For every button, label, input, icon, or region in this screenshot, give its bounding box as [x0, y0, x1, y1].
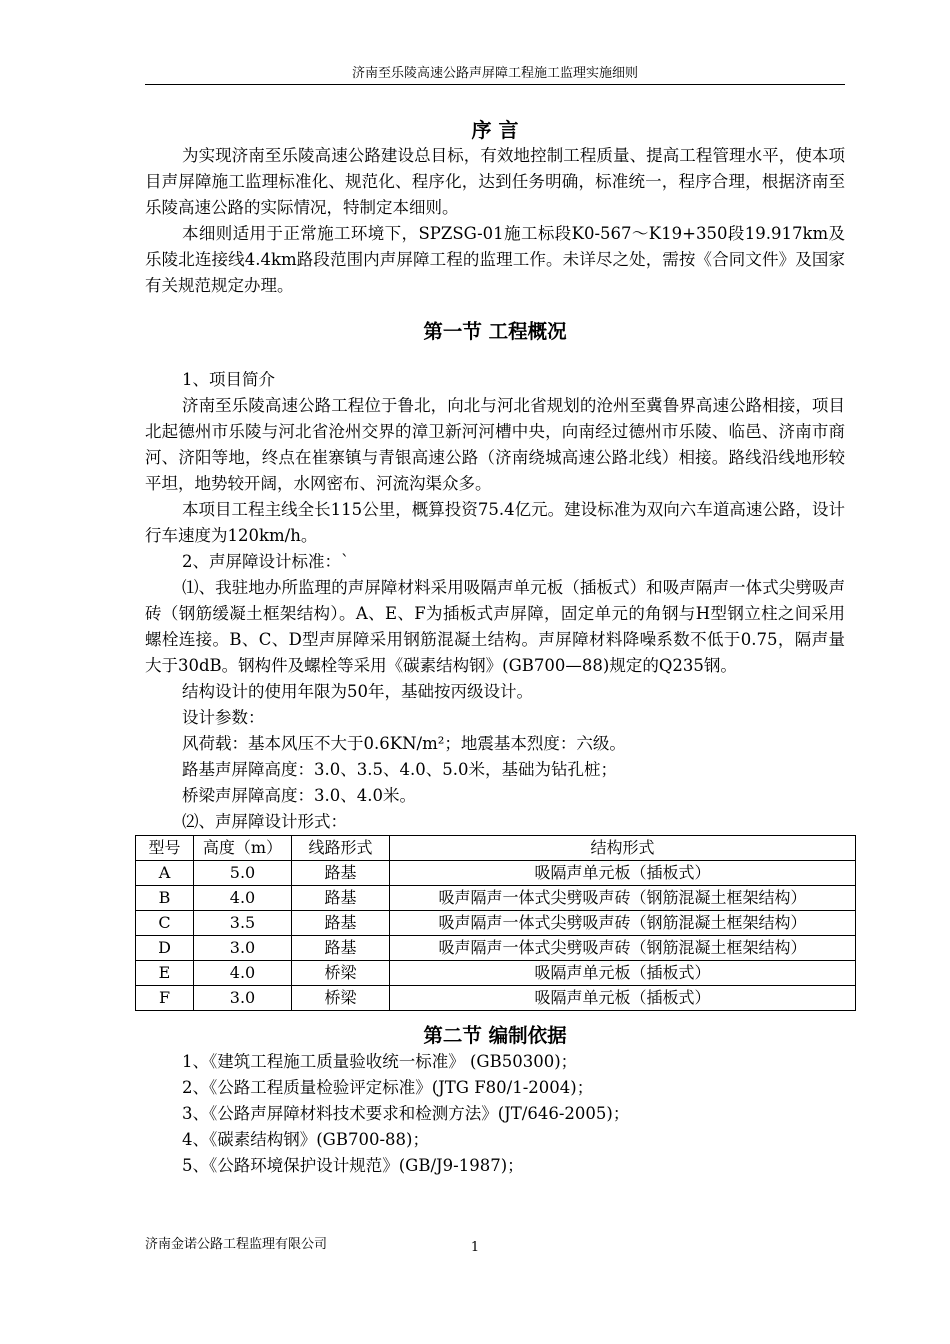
item2-paragraph: 风荷载：基本风压不大于0.6KN/m²；地震基本烈度：六级。: [182, 734, 626, 753]
table-cell: 吸声隔声一体式尖劈吸声砖（钢筋混凝土框架结构）: [390, 911, 856, 936]
table-row: [136, 986, 856, 1011]
table-cell: B: [136, 886, 194, 911]
table-row: [136, 936, 856, 961]
table-cell: C: [136, 911, 194, 936]
item2-paragraph: 桥梁声屏障高度：3.0、4.0米。: [182, 786, 416, 805]
document-body: [145, 117, 845, 1179]
reference-item: 4、《碳素结构钢》(GB700-88)；: [182, 1130, 429, 1149]
table-cell: 桥梁: [292, 961, 390, 986]
table-cell: 吸隔声单元板（插板式）: [390, 986, 856, 1011]
item2-title: 2、声屏障设计标准：`: [182, 552, 350, 571]
item2-paragraph: ⑴、我驻地办所监理的声屏障材料采用吸隔声单元板（插板式）和吸声隔声一体式尖劈吸声砖（钢筋缓凝土框架结构）。A、E、F为插板式声屏障，固定单元的角钢与H型钢立柱之间采用螺栓连接。B、C、D型声屏障采用钢筋混凝土结构。声屏障材料降噪系数不低于0.75，隔声量大于30dB。钢构件及螺栓等采用《碳素结构钢》(GB700—88)规定的Q235钢。: [145, 578, 845, 675]
item2-paragraph: 路基声屏障高度：3.0、3.5、4.0、5.0米，基础为钻孔桩；: [182, 760, 617, 779]
table-cell: 路基: [292, 936, 390, 961]
item1-paragraph: 济南至乐陵高速公路工程位于鲁北，向北与河北省规划的沧州至冀鲁界高速公路相接，项目北起德州市乐陵与河北省沧州交界的漳卫新河河槽中央，向南经过德州市乐陵、临邑、济南市商河、济阳等地，终点在崔寨镇与青银高速公路（济南绕城高速公路北线）相接。路线沿线地形较平坦，地势较开阔，水网密布、河流沟渠众多。: [145, 396, 845, 493]
table-cell: 吸隔声单元板（插板式）: [390, 861, 856, 886]
table-cell: 3.5: [194, 911, 292, 936]
page-header: 济南至乐陵高速公路声屏障工程施工监理实施细则: [351, 66, 638, 81]
table-header-cell: 结构形式: [390, 836, 856, 861]
item2-paragraph: 结构设计的使用年限为50年，基础按丙级设计。: [182, 682, 533, 701]
table-row: [136, 961, 856, 986]
table-header-cell: 高度（m）: [194, 836, 292, 861]
footer-company: 济南金诺公路工程监理有限公司: [145, 1237, 328, 1252]
header-divider: [145, 84, 845, 85]
section1-heading: 第一节 工程概况: [423, 320, 567, 343]
table-cell: 吸声隔声一体式尖劈吸声砖（钢筋混凝土框架结构）: [390, 886, 856, 911]
table-cell: 路基: [292, 861, 390, 886]
table-cell: A: [136, 861, 194, 886]
design-form-table: [135, 835, 856, 1011]
table-cell: 4.0: [194, 961, 292, 986]
item2-paragraph: 设计参数：: [182, 708, 265, 727]
reference-item: 2、《公路工程质量检验评定标准》(JTG F80/1-2004)；: [182, 1078, 594, 1097]
table-header-row: [136, 836, 856, 861]
page-number: 1: [470, 1240, 480, 1255]
table-cell: 3.0: [194, 986, 292, 1011]
table-header-cell: 型号: [136, 836, 194, 861]
table-cell: 吸声隔声一体式尖劈吸声砖（钢筋混凝土框架结构）: [390, 936, 856, 961]
table-cell: 4.0: [194, 886, 292, 911]
section2-heading: 第二节 编制依据: [423, 1024, 567, 1047]
table-row: [136, 886, 856, 911]
table-cell: F: [136, 986, 194, 1011]
item1-title: 1、项目简介: [182, 370, 275, 389]
table-cell: 桥梁: [292, 986, 390, 1011]
table-cell: 3.0: [194, 936, 292, 961]
preface-heading: 序 言: [471, 118, 519, 142]
item2-paragraph: ⑵、声屏障设计形式：: [182, 812, 347, 831]
table-cell: 吸隔声单元板（插板式）: [390, 961, 856, 986]
table-cell: 5.0: [194, 861, 292, 886]
table-cell: 路基: [292, 886, 390, 911]
reference-item: 3、《公路声屏障材料技术要求和检测方法》(JT/646-2005)；: [182, 1104, 630, 1123]
table-cell: 路基: [292, 911, 390, 936]
table-header-cell: 线路形式: [292, 836, 390, 861]
reference-item: 5、《公路环境保护设计规范》(GB/J9-1987)；: [182, 1156, 524, 1175]
table-row: [136, 911, 856, 936]
table-row: [136, 861, 856, 886]
table-cell: D: [136, 936, 194, 961]
item1-paragraph: 本项目工程主线全长115公里，概算投资75.4亿元。建设标准为双向六车道高速公路，设计行车速度为120km/h。: [145, 500, 845, 545]
table-cell: E: [136, 961, 194, 986]
preface-paragraph: 本细则适用于正常施工环境下，SPZSG-01施工标段K0-567～K19+350段19.917km及乐陵北连接线4.4km路段范围内声屏障工程的监理工作。未详尽之处，需按《合同文件》及国家有关规范规定办理。: [145, 224, 845, 295]
preface-paragraph: 为实现济南至乐陵高速公路建设总目标，有效地控制工程质量、提高工程管理水平，使本项目声屏障施工监理标准化、规范化、程序化，达到任务明确，标准统一，程序合理，根据济南至乐陵高速公路的实际情况，特制定本细则。: [145, 146, 845, 217]
reference-item: 1、《建筑工程施工质量验收统一标准》 (GB50300)；: [182, 1052, 578, 1071]
